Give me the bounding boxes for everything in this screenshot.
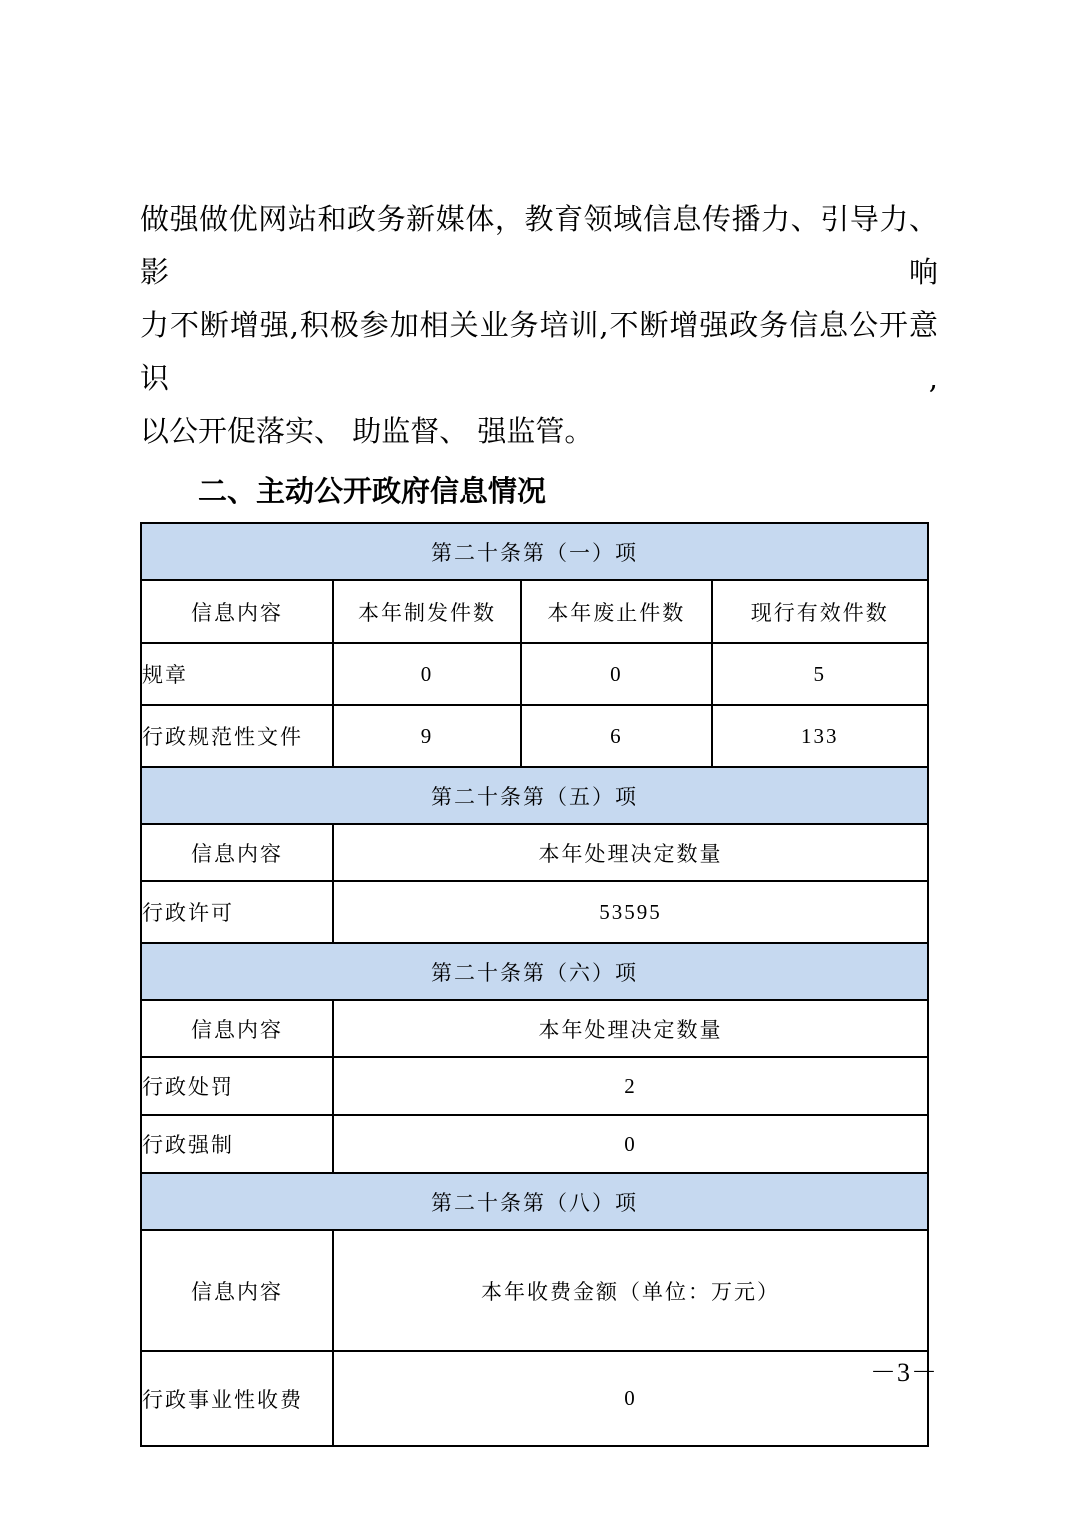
section-1-column-header-row (141, 580, 928, 643)
table-row (141, 643, 928, 705)
section-4-header-row (141, 1173, 928, 1230)
page-number: －3－ (869, 1358, 938, 1387)
column-header: 信息内容 (141, 1000, 333, 1057)
row-value: 0 (521, 643, 711, 705)
column-header: 信息内容 (141, 1230, 333, 1351)
row-value: 9 (333, 705, 521, 767)
section-3-column-header-row (141, 1000, 928, 1057)
row-label: 行政许可 (141, 881, 333, 943)
column-header: 本年处理决定数量 (333, 824, 928, 881)
column-header: 本年制发件数 (333, 580, 521, 643)
row-label: 行政规范性文件 (141, 705, 333, 767)
column-header: 信息内容 (141, 824, 333, 881)
row-label: 行政处罚 (141, 1057, 333, 1115)
column-header: 本年废止件数 (521, 580, 711, 643)
section-3-title: 第二十条第（六）项 (141, 943, 928, 1000)
info-disclosure-table (140, 522, 929, 1447)
section-2-title: 第二十条第（五）项 (141, 767, 928, 824)
section-2-header-row (141, 767, 928, 824)
row-label: 规章 (141, 643, 333, 705)
row-value: 0 (333, 643, 521, 705)
section-heading: 二、主动公开政府信息情况 (198, 474, 547, 508)
section-4-column-header-row (141, 1230, 928, 1351)
row-value: 0 (333, 1351, 928, 1446)
table-row (141, 1351, 928, 1446)
table-row (141, 1057, 928, 1115)
page-content (140, 193, 938, 1447)
section-4-title: 第二十条第（八）项 (141, 1173, 928, 1230)
column-header: 本年收费金额（单位：万元） (333, 1230, 928, 1351)
row-value: 53595 (333, 881, 928, 943)
section-1-header-row (141, 523, 928, 580)
body-paragraph-line-2: 力不断增强,积极参加相关业务培训,不断增强政务信息公开意识, (140, 308, 938, 395)
row-value: 133 (712, 705, 928, 767)
table-row (141, 881, 928, 943)
column-header: 现行有效件数 (712, 580, 928, 643)
row-value: 5 (712, 643, 928, 705)
section-1-title: 第二十条第（一）项 (141, 523, 928, 580)
row-value: 0 (333, 1115, 928, 1173)
table-row (141, 1115, 928, 1173)
row-label: 行政强制 (141, 1115, 333, 1173)
table-row (141, 705, 928, 767)
row-value: 6 (521, 705, 711, 767)
row-label: 行政事业性收费 (141, 1351, 333, 1446)
section-3-header-row (141, 943, 928, 1000)
body-paragraph-line-1: 做强做优网站和政务新媒体，教育领域信息传播力、引导力、影响 (140, 202, 938, 289)
row-value: 2 (333, 1057, 928, 1115)
body-paragraph-line-3: 以公开促落实、 助监督、 强监管。 (140, 414, 594, 448)
section-2-column-header-row (141, 824, 928, 881)
column-header: 信息内容 (141, 580, 333, 643)
column-header: 本年处理决定数量 (333, 1000, 928, 1057)
